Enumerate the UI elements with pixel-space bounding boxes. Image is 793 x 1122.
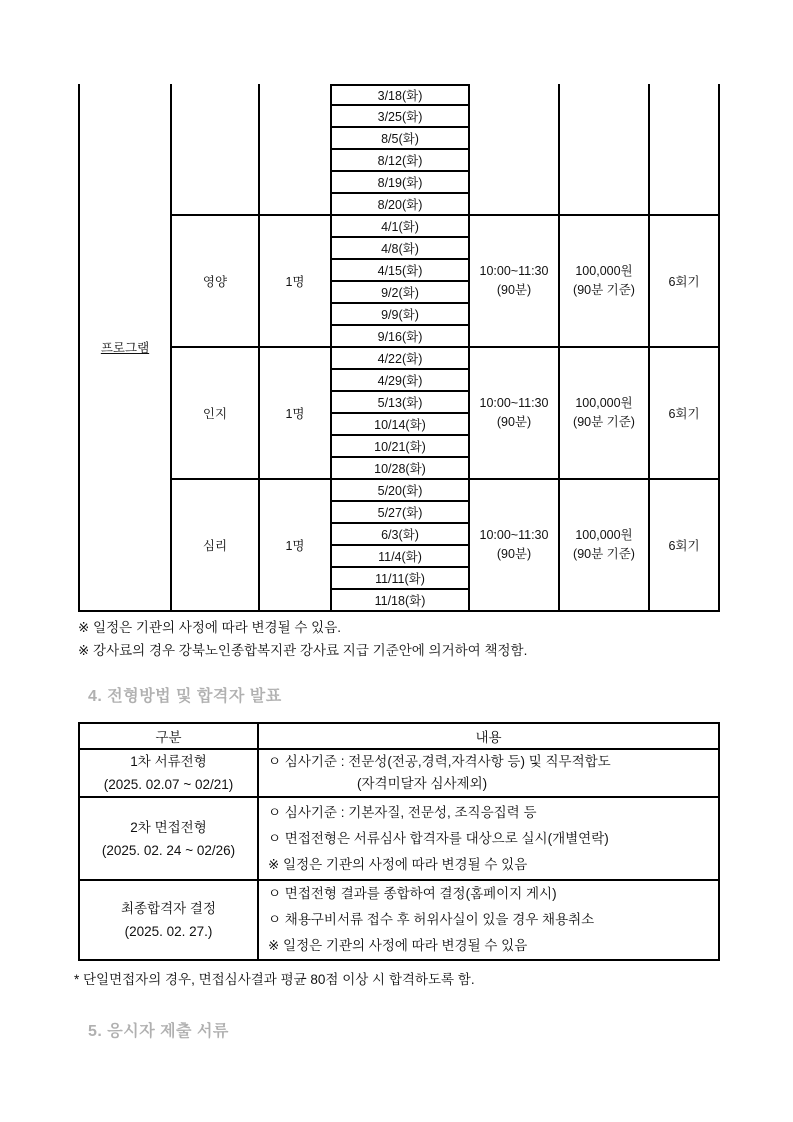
fee-cell	[560, 84, 650, 216]
date-cell: 10/28(화)	[332, 458, 470, 480]
date-cell: 8/20(화)	[332, 194, 470, 216]
group-name-cell: 인지	[172, 348, 260, 480]
table-header-row	[80, 724, 720, 750]
stage-name: 2차 면접전형	[130, 819, 207, 835]
group-count-cell: 1명	[260, 348, 332, 480]
fee-text: 100,000원	[575, 396, 633, 410]
group-count-cell: 1명	[260, 480, 332, 612]
date-cell: 8/12(화)	[332, 150, 470, 172]
header-cell-content: 내용	[259, 724, 720, 750]
date-cell: 4/15(화)	[332, 260, 470, 282]
table-row	[80, 750, 720, 798]
page-content	[74, 84, 718, 1041]
table-row	[80, 348, 720, 370]
content-line: ㅇ 면접전형은 서류심사 합격자를 대상으로 실시(개별연락)	[268, 830, 609, 846]
content-line: ㅇ 채용구비서류 접수 후 허위사실이 있을 경우 채용취소	[268, 912, 595, 927]
stage-period: (2025. 02.07 ~ 02/21)	[103, 777, 234, 792]
group-count-cell	[260, 84, 332, 216]
content-cell	[259, 750, 720, 798]
date-cell: 9/2(화)	[332, 282, 470, 304]
time-cell	[470, 480, 560, 612]
table-row	[80, 480, 720, 502]
table-row	[80, 84, 720, 106]
date-cell: 8/5(화)	[332, 128, 470, 150]
content-cell	[259, 798, 720, 881]
table-row	[80, 881, 720, 961]
date-cell: 6/3(화)	[332, 524, 470, 546]
fee-text: 100,000원	[575, 264, 633, 278]
time-cell	[470, 216, 560, 348]
time-text: 10:00~11:30	[479, 264, 549, 278]
fee-text: 100,000원	[575, 528, 633, 542]
date-cell: 9/16(화)	[332, 326, 470, 348]
date-cell: 8/19(화)	[332, 172, 470, 194]
fee-cell	[560, 216, 650, 348]
selection-table	[78, 722, 720, 961]
date-cell: 11/11(화)	[332, 568, 470, 590]
content-cell	[259, 881, 720, 961]
fee-note: (90분 기준)	[573, 415, 635, 429]
note-line: ※ 강사료의 경우 강북노인종합복지관 강사료 지급 기준안에 의거하여 책정함.	[78, 643, 528, 658]
header-cell-category: 구분	[80, 724, 259, 750]
program-label: 프로그램	[100, 341, 150, 355]
time-cell	[470, 348, 560, 480]
section-4-heading: 4. 전형방법 및 합격자 발표	[88, 688, 282, 705]
table-row	[80, 798, 720, 881]
time-text: 10:00~11:30	[479, 528, 549, 542]
sessions-cell: 6회기	[650, 348, 720, 480]
time-text: 10:00~11:30	[479, 396, 549, 410]
date-cell: 4/1(화)	[332, 216, 470, 238]
table-row	[80, 216, 720, 238]
group-name-cell: 심리	[172, 480, 260, 612]
date-cell: 9/9(화)	[332, 304, 470, 326]
fee-cell	[560, 348, 650, 480]
fee-note: (90분 기준)	[573, 283, 635, 297]
footnote: * 단일면접자의 경우, 면접심사결과 평균 80점 이상 시 합격하도록 함.	[74, 972, 475, 987]
time-note: (90분)	[496, 283, 532, 297]
section-5-heading: 5. 응시자 제출 서류	[88, 1023, 229, 1040]
date-cell: 10/14(화)	[332, 414, 470, 436]
schedule-table	[78, 84, 720, 612]
content-line: ㅇ 면접전형 결과를 종합하여 결정(홈페이지 게시)	[268, 886, 557, 901]
stage-cell	[80, 750, 259, 798]
program-header-cell	[80, 84, 172, 612]
content-line: ※ 일정은 기관의 사정에 따라 변경될 수 있음	[268, 938, 528, 953]
sessions-cell: 6회기	[650, 216, 720, 348]
stage-cell	[80, 798, 259, 881]
date-cell: 5/13(화)	[332, 392, 470, 414]
sessions-cell: 6회기	[650, 480, 720, 612]
schedule-notes	[78, 616, 718, 662]
date-cell: 11/18(화)	[332, 590, 470, 612]
stage-period: (2025. 02. 24 ~ 02/26)	[101, 842, 236, 858]
fee-cell	[560, 480, 650, 612]
stage-name: 1차 서류전형	[130, 754, 207, 769]
date-cell: 5/20(화)	[332, 480, 470, 502]
date-cell: 10/21(화)	[332, 436, 470, 458]
date-cell: 3/18(화)	[332, 84, 470, 106]
stage-cell	[80, 881, 259, 961]
group-count-cell: 1명	[260, 216, 332, 348]
note-line: ※ 일정은 기관의 사정에 따라 변경될 수 있음.	[78, 620, 342, 635]
content-line: ㅇ 심사기준 : 기본자질, 전문성, 조직응집력 등	[268, 804, 537, 820]
date-cell: 4/8(화)	[332, 238, 470, 260]
fee-note: (90분 기준)	[573, 547, 635, 561]
date-cell: 11/4(화)	[332, 546, 470, 568]
date-cell: 4/29(화)	[332, 370, 470, 392]
time-note: (90분)	[496, 415, 532, 429]
sessions-cell	[650, 84, 720, 216]
time-note: (90분)	[496, 547, 532, 561]
content-line: (자격미달자 심사제외)	[357, 776, 488, 791]
stage-name: 최종합격자 결정	[120, 901, 217, 916]
content-line: ㅇ 심사기준 : 전문성(전공,경력,자격사항 등) 및 직무적합도	[268, 754, 611, 769]
group-name-cell: 영양	[172, 216, 260, 348]
date-cell: 4/22(화)	[332, 348, 470, 370]
time-cell	[470, 84, 560, 216]
group-name-cell	[172, 84, 260, 216]
stage-period: (2025. 02. 27.)	[124, 924, 213, 939]
content-line: ※ 일정은 기관의 사정에 따라 변경될 수 있음	[268, 856, 528, 872]
date-cell: 5/27(화)	[332, 502, 470, 524]
date-cell: 3/25(화)	[332, 106, 470, 128]
